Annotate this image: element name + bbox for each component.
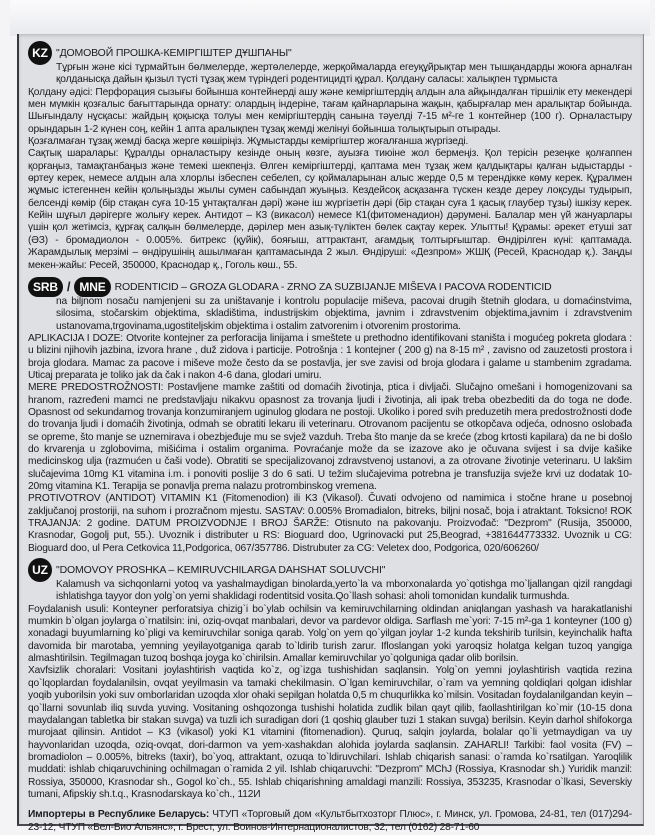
importers-text: ЧТУП «Торговый дом «Культбытхозторг Плюс», г. Минск, ул. Громова, 24-81, тел (017)294-23-12; ЧТУП «Бел-Био Альянс», г. Брест, ул. Воинов-Интернационалистов, 32, тел (0162) 28-71-60: [28, 809, 632, 833]
paragraph: Kalamush va sichqonlarni yotoq va yashalmaydigan binolarda,yerto`la va mborxonalarda yo`qotishga mo`ljallangan qizil rangdagi ishlatishga tayyor don yolg`on yemi shaklidagi rodentitsid vosita.Qo`llash sohasi: aholi tomonidan kundalik turmushda.: [56, 579, 632, 603]
label-text: [28, 44, 632, 834]
importers-info: [28, 809, 632, 834]
mne-badge: MNE: [74, 277, 110, 297]
kz-badge: KZ: [28, 41, 52, 65]
section-title: [28, 561, 632, 579]
box-top-edge: [10, 0, 650, 36]
importers-label: Импортеры в Республике Беларусь:: [28, 809, 210, 821]
uz-badge: UZ: [28, 558, 52, 582]
badge-separator: /: [66, 278, 71, 294]
section-title: [28, 44, 632, 62]
kz-title: "ДОМОВОЙ ПРОШКА-КЕМІРГІШТЕР ДҰШПАНЫ": [56, 46, 292, 59]
paragraph: Xavfsizlik choralari: Vositani joylashtirish vaqtida ko`z, og`izga tushishidan saqlansin. Yolg`on yemni joylashtirish vaqtida rezina qo`lqoplardan foydalanilsin, ovqat yeyilmasin va tamaki chekilmasin. O`lgan kemiruvchilar, o`ram va yemning qoldiqlari qolgan idishlar yoqib yuborilsin yoki suv omborlaridan uzoqda xlor ohaki sepilgan holatda 0,5 m chuqurlikka ko`milsin. Vositadan foydalanilgandan keyin – qo`llarni sovunlab iliq suvda yuving. Vositaning oshqozonga tushishi holatida zudlik bilan qayt qilib, faollashtirilgan ko`mir (10-15 dona maydalangan tabletka bir stakan suvga) va tuzli ich suradigan dori (1 qoshiq glauber tuzi 1 stakan suvga) berilsin. Keyin darhol shifokorga murojaat qilinsin. Antidot – K3 (vikasol) yoki K1 vitamini (fitomenadion). Quruq, salqin joylarda, bolalar qo`li yetmaydigan va uy hayvonlaridan uzoqda, oziq-ovqat, dori-darmon va yem-xashakdan alohida joylarda saqlansin. ZAHARLI! Tarkibi: faol vosita (FV) – bromadiolon – 0.005%, bitreks (taxir), bo`yoq, attraktant, ozuqa to`ldiruvchilari. Ishlab chiqarish sanasi: o`ramda ko`rsatilgan. Yaroqlilik muddati: ishlab chiqaruvchining ochilmagan o`ramida 2 yil. Ishlab chiqaruvchi: "Dezprom" MChJ (Rossiya, Krasnodar sh.) Yuridik manzil: Rossiya, 350000, Krasnodar sh., Gogol ko`ch., 55. Ishlab chiqarishning amaldagi manzili: Rossiya, 353235, Krasnodar o`lkasi, Severskiy tumani, Afipskiy sh.t.q., Krasnodarskaya ko`ch., 112И: [28, 665, 632, 800]
srb-badge: SRB: [28, 277, 63, 297]
paragraph: na biljnom nosaču namjenjeni su za uništavanje i kontrolu populacije miševa, pacovai drugih štetnih glodara, u domaćinstvima, silosima, stočarskim objektima, skladištima, industrijskim objektima, javnim i zdravstvenim objektima,javnim i zdravstvenim ustanovama,trgovinama,ugostiteljskim objektima i ostalim zatvorenim i otvorenim prostorima.: [56, 295, 632, 332]
section-kz: [28, 44, 632, 272]
paragraph: MERE PREDOSTROŽNOSTI: Postavljene mamke zaštiti od domaćih životinja, ptica i divljači. Slučajno omešani i homogenizovani sa hranom, razređeni mamci ne predstavljaju nikakvu opasnost za trovanja ljudi i životinja, ali ipak treba obezbediti da do toga ne dođe. Opasnost od sekundarnog trovanja konzumiranjem uginulog glodara ne postoji. Ukoliko i pored svih preduzetih mera predostrožnosti dođe do trovanja ljudi i domaćih životinja, odmah se obratiti lekaru ili veterinaru. Otrovanom pacijentu se otkopčava odjeća, odnosno oslobađa se opreme, što manje se uznemirava i obezbjeđuje mu se svjež vazduh. Treba što manje da se kreće (zbog krtosti kapilara) da ne bi došlo do krvarenja u zglobovima, mišićima i ostalim organima. Povraćanje može da se izazove ako je očuvana svijest i sa dvije kašike medicinskog ulja (razmućen u čaši vode). Obratiti se specijalizovanoj zdravstvenoj ustanovi, a za otrovane životinje veterinaru. U lakšim slučajevima 10mg K1 vitamina i.m. i ponoviti poslije 3 do 6 sati. U težim slučajevima potrebna je transfuzija svježe krvi uz dodatak 10-20mg vitamina K1. Terapija se ponavlja prema nalazu protrombinskog vremena.: [28, 382, 632, 492]
paragraph: PROTIVOTROV (ANTIDOT) VITAMIN K1 (Fitomenodion) ili K3 (Vikasol). Čuvati odvojeno od namimica i stočne hrane u posebnoj zaključanoj prostoriji, na suhom i prozračnom mjestu. SASTAV: 0.005% Bromadialon, bitreks, biljni nosač, boja i atraktant. Toksicno! ROK TRAJANJA: 2 godine. DATUM PROIZVODNJE I BROJ ŠARŽE: Otisnuto na pakovanju. Proizvođač: "Dezprom" (Rusija, 350000, Krasnodar, Gogolj put, 55.). Uvoznik i distributer u RS: Bioguard doo, Ugrinovacki put 25,Beograd, +381644773332. Uvoznik u CG: Bioguard doo, ul Pera Cetkovica 11,Podgorica, 067/357786. Distrubuter za CG: Veletex doo, Podgorica, 020/606260/: [28, 493, 632, 554]
uz-title: "DOMOVOY PROSHKA – KEMIRUVCHILARGA DAHSHAT SOLUVCHI": [56, 563, 386, 576]
section-uz: [28, 561, 632, 801]
paragraph: Сақтық шаралары: Құралды орналастыру кезінде оның көзге, ауызға тиюіне жол бермеңіз. Қол терісін резеңке қолғаппен қорғаңыз, тамақтанбаңыз және темекі шекпеңіз. Өлген кеміргіштерді, қаптама мен тұзақ жем қалдықтары қалған ыдыстарды - өртеу керек, немесе алдын ала хлорлы ізбеспен себелеп, су қоймаларынан алыс жерде 0,5 м терендікке көму керек. Құралмен жұмыс істегеннен кейін қолыңызды жылы сумен сабындап жуыңыз. Кездейсоқ асқазанға түскен кезде дереу лоқсуды тудырып, белсенді көмір (бір стақан суға 10-15 ұнтақталған дәрі) және іш жүргізетін дәрі (бір стақан суға 1 қасық глаубер тұзы) ішкізу керек. Кейін шұғыл дәрігерге жолығу керек. Антидот – К3 (викасол) немесе К1(фитоменадион) дәрумені. Балалар мен үй жануарлары үшін қол жетімсіз, құрғақ салқын бөлмелерде, дәрілер мен азық-түліктен бөлек сақтау керек. Улытты! Құрамы: әрекет етуші зат (ӘЗ) - бромадиолон - 0.005%. битрекс (қуйік), бояғыш, аттрактант, ағамдық толтырғыштар. Өндірілген күні: қаптамада. Жарамдылық мерзімі – өндірушінің ашылмаған қаптамасында 2 жыл. Өндіруші: «Дезпром» ЖШҚ (Ресей, Краснодар қ.). Заңды мекен-жайы: Ресей, 350000, Краснодар қ., Гоголь көш., 55.: [28, 148, 632, 271]
paragraph: Қолдану әдісі: Перфорация сызығы бойынша контейнерді ашу және кеміргіштердің алдын ала айқындалған тіршілік ету мекендері мен мүмкін қозғалыс бағыттарында орнату: олардың індеріне, тағам қайнарларына жақын, қабырғалар мен аралықтар бойында. Шығындалу нұсқасы: жайдың қоқысқа толуы мен кеміргіштердің санына тәуелді 7-15 м²-ге 1 контейнер (100 г). Орналастыру орындарын 1-2 күнен соң, кейін 1 апта аралықпен тұзақ жемді желінуі бойынша толықтырып отырады.: [28, 86, 632, 135]
section-srb-mne: [28, 278, 632, 555]
paragraph: APLIKACIJA I DOZE: Otvorite kontejner za perforacija linijama i smeštete u prethodno identifikovani staništa i mogućeg pokreta glodara : u blizini njihovih jazbina, izvora hrane , duž zidova i particije. Potrošnja : 1 kontejner ( 200 g) na 8-15 m² , zavisno od zauzetosti prostora i broja glodara. Mamac za pacove i miševe može često da se postavlja, jer sve zavisi od broja glodara i galame u stambenim zgradama. Uticaj preparata je toliko jak da čak i nakon 4-6 dana, glodari umiru.: [28, 332, 632, 381]
section-title: [28, 278, 632, 296]
paragraph: Қозғалмаған тұзақ жемді басқа жерге көшіріңіз. Жұмыстарды кеміргіштер жоғалғанша жүргізеді.: [28, 136, 469, 148]
paragraph: Foydalanish usuli: Konteyner perforatsiya chizig`i bo`ylab ochilsin va kemiruvchilarning oldindan aniqlangan yashash va harakatlanishi mumkin b`olgan joylarga o`rnatilsin: ini, oziq-ovqat manbalari, devor va pardevor oldiga. Sarflash me`yori: 7-15 m²-ga 1 konteyner (100 g) xonadagi buyumlarning ko`pligi va kemiruvchilar soniga qarab. Yolg`on yem qo`yilgan joylar 1-2 kunda tekshirib turilsin, keyinchalik hafta davomida bir marotaba, yemning yeyilayotganiga qarab to`ldirib turish zarur. Ifloslangan yoki yaroqsiz holatga kelgan tuzoq yangiga almashtirilsin. Tegilmagan tuzoq boshqa joyga ko`chirilsin. Amallar kemiruvchilar yo`qolguniga qadar olib borilsin.: [28, 603, 632, 665]
srb-title: RODENTICID – GROZA GLODARA - ZRNO ZA SUZBIJANJE MIŠEVA I PACOVA RODENTICID: [114, 280, 552, 293]
paragraph: Тұрғын және кісі тұрмайтын бөлмелерде, жертөлелерде, жерқоймаларда егеуқұйрықтар мен тышқандарды жоюға арналған қолданысқа дайын қызыл түсті тұзақ жем түріндегі родентицидті құрал. Қолдану саласы: халықпен тұрмыста: [56, 62, 632, 86]
